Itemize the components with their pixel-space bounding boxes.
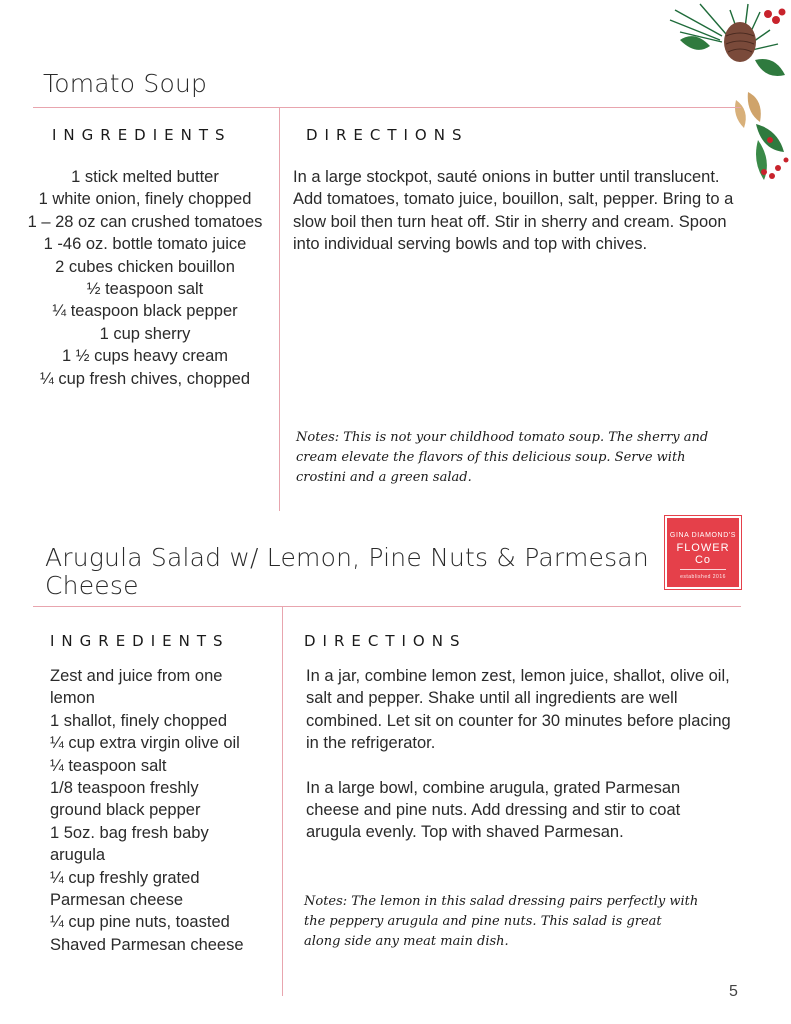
- ingredients-list: [0, 166, 290, 390]
- ingredient-item: arugula: [50, 846, 106, 865]
- directions-text: [306, 665, 736, 844]
- logo-line3: established 2016: [680, 574, 726, 580]
- ingredient-item: 1 shallot, finely chopped: [50, 711, 228, 730]
- ingredient-item: ¼ cup pine nuts, toasted: [50, 913, 230, 932]
- ingredient-item: 1 -46 oz. bottle tomato juice: [43, 235, 247, 254]
- logo-line2: FLOWER Co: [676, 542, 730, 566]
- directions-paragraph: In a large stockpot, sauté onions in butter until translucent. Add tomatoes, tomato juice, bouillon, salt, pepper. Bring to a slow boil then turn heat off. Stir in sherry and cream. Spoon into individual serving bowls and top with chives.: [293, 168, 734, 254]
- recipe-title: Tomato Soup: [43, 69, 208, 98]
- ingredient-item: 2 cubes chicken bouillon: [55, 257, 235, 276]
- ingredient-item: ¼ cup freshly grated: [50, 868, 200, 887]
- ingredient-item: 1 ½ cups heavy cream: [62, 347, 228, 366]
- flower-co-logo: [665, 516, 741, 589]
- section-divider: [33, 107, 741, 108]
- ingredients-heading: INGREDIENTS: [52, 126, 232, 144]
- directions-paragraph: In a large bowl, combine arugula, grated Parmesan cheese and pine nuts. Add dressing and stir to coat arugula evenly. Top with shaved Parmesan.: [306, 778, 681, 842]
- recipe-title-line: Cheese: [45, 571, 139, 600]
- note-line: the peppery arugula and pine nuts. This salad is great: [304, 914, 662, 929]
- ingredients-heading: INGREDIENTS: [50, 632, 230, 650]
- holly-pinecone-decoration: [660, 0, 791, 190]
- ingredient-item: lemon: [50, 689, 95, 708]
- ingredient-item: ½ teaspoon salt: [86, 280, 204, 299]
- section-divider: [33, 606, 741, 607]
- ingredient-item: Parmesan cheese: [50, 891, 183, 910]
- logo-line1: GINA DIAMOND'S: [669, 532, 737, 539]
- ingredient-item: ¼ cup fresh chives, chopped: [39, 369, 251, 388]
- ingredient-item: ground black pepper: [50, 801, 201, 820]
- note-line: along side any meat main dish.: [304, 934, 509, 949]
- logo-rule: [680, 569, 726, 570]
- ingredient-item: 1 5oz. bag fresh baby: [50, 823, 209, 842]
- ingredient-item: 1 stick melted butter: [71, 168, 219, 186]
- ingredient-item: ¼ cup extra virgin olive oil: [50, 734, 240, 753]
- ingredient-item: 1 white onion, finely chopped: [38, 190, 252, 209]
- recipe-title: [45, 544, 649, 600]
- ingredient-item: 1 cup sherry: [99, 324, 191, 343]
- ingredients-list: [50, 665, 278, 956]
- note-line: cream elevate the flavors of this delicious soup. Serve with: [296, 450, 686, 465]
- directions-text: [293, 166, 741, 256]
- note-line: crostini and a green salad.: [296, 470, 472, 485]
- directions-paragraph: In a jar, combine lemon zest, lemon juice, shallot, olive oil, salt and pepper. Shake until all ingredients are well combined. Let sit on counter for 30 minutes before placing in the refrigerator.: [306, 667, 731, 753]
- ingredient-item: ¼ teaspoon salt: [50, 756, 167, 775]
- note-line: Notes: The lemon in this salad dressing pairs perfectly with: [304, 894, 699, 909]
- note-line: Notes: This is not your childhood tomato soup. The sherry and: [296, 430, 709, 445]
- recipe-notes: [296, 428, 708, 488]
- directions-heading: DIRECTIONS: [306, 126, 469, 144]
- ingredient-item: Zest and juice from one: [50, 667, 223, 685]
- ingredient-item: 1 – 28 oz can crushed tomatoes: [27, 212, 263, 231]
- column-divider: [282, 606, 283, 996]
- page-number: 5: [729, 983, 738, 1000]
- pinecone-icon: [724, 22, 756, 62]
- ingredient-item: Shaved Parmesan cheese: [50, 935, 244, 954]
- directions-heading: DIRECTIONS: [304, 632, 467, 650]
- recipe-title-line: Arugula Salad w/ Lemon, Pine Nuts & Parmesan: [45, 543, 649, 572]
- ingredient-item: ¼ teaspoon black pepper: [52, 302, 238, 321]
- recipe-notes: [304, 892, 698, 952]
- ingredient-item: 1/8 teaspoon freshly: [50, 779, 199, 798]
